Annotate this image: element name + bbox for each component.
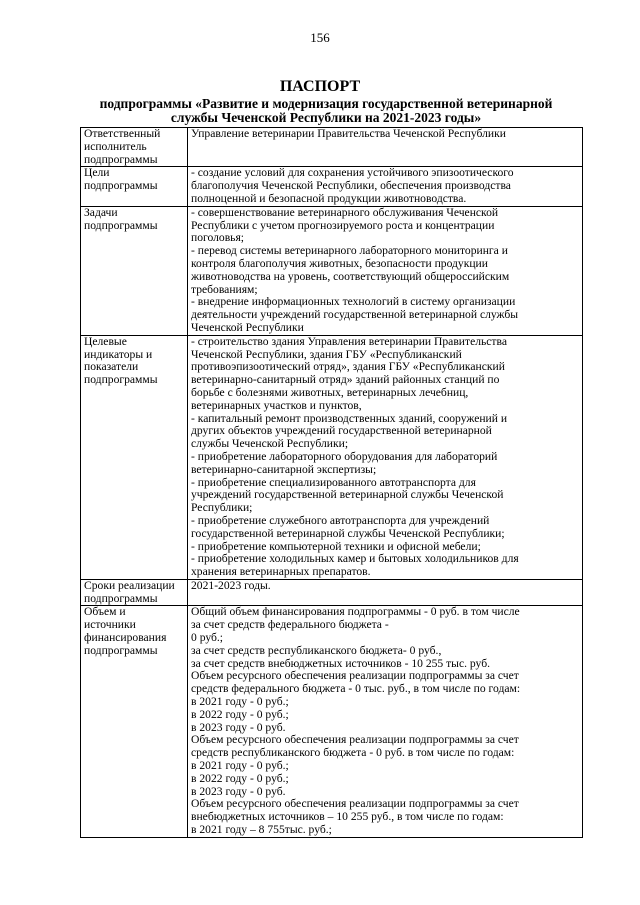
row-content-line: в 2021 году - 0 руб.; (191, 760, 289, 773)
table-row-tasks (81, 206, 583, 335)
row-content-line: - строительство здания Управления ветеринарии Правительства (191, 335, 507, 348)
row-label-line: Сроки реализации (84, 579, 175, 592)
row-label-cell (81, 167, 188, 206)
row-label-cell (81, 606, 188, 837)
row-content-line: Объем ресурсного обеспечения реализации подпрограммы за счет (191, 734, 519, 747)
row-content-line: - приобретение компьютерной техники и офисной мебели; (191, 540, 481, 553)
subtitle-line: подпрограммы «Развитие и модернизация государственной ветеринарной (99, 97, 553, 111)
row-content-line: противоэпизоотический отряд», здания ГБУ «Республиканский (191, 361, 505, 374)
row-label-cell (81, 206, 188, 335)
row-content-line: в 2021 году – 8 755тыс. руб.; (191, 824, 332, 837)
row-label-cell (81, 335, 188, 579)
document-title: ПАСПОРТ (279, 78, 361, 95)
row-content-line: борьбе с болезнями животных, ветеринарных лечебниц, (191, 386, 469, 399)
row-content-line: учреждений государственной ветеринарной службы Чеченской (191, 489, 504, 502)
row-label-line: подпрограммы (84, 153, 158, 166)
row-content-cell (188, 128, 583, 167)
row-label-line: исполнитель (84, 140, 147, 153)
row-content-line: - приобретение специализированного автотранспорта для (191, 476, 476, 489)
row-content-line: Чеченской Республики, здания ГБУ «Республиканский (191, 348, 462, 361)
row-label-line: источники (84, 619, 136, 632)
row-content-line: требованиям; (191, 283, 258, 296)
row-content-line: - приобретение холодильных камер и бытовых холодильников для (191, 553, 519, 566)
row-content-cell (188, 167, 583, 206)
row-label-line: показатели (84, 361, 139, 374)
row-content-line: за счет средств республиканского бюджета- 0 руб., (191, 644, 442, 657)
row-content-line: - совершенствование ветеринарного обслуживания Чеченской (191, 206, 499, 219)
row-content-line: благополучия Чеченской Республики, обеспечения производства (191, 180, 511, 193)
row-label-line: Задачи (84, 206, 118, 219)
row-content-line: 2021-2023 годы. (191, 579, 271, 592)
passport-table (80, 127, 583, 838)
row-label-line: Цели (84, 167, 110, 180)
document-subtitle (66, 97, 586, 125)
row-label-line: подпрограммы (84, 592, 158, 605)
table-row-goals (81, 167, 583, 206)
subtitle-line: службы Чеченской Республики на 2021-2023 годы» (170, 111, 482, 125)
row-content-line: ветеринарно-санитарной экспертизы; (191, 463, 377, 476)
row-content-line: Республики с учетом прогнозируемого роста и концентрации (191, 219, 495, 232)
table-row-target-indicators (81, 335, 583, 579)
table-row-implementation-period (81, 579, 583, 606)
row-content-line: Чеченской Республики (191, 321, 304, 334)
table-row-financing (81, 606, 583, 837)
row-label-line: Объем и (84, 606, 126, 619)
row-label-line: Ответственный (84, 128, 161, 140)
row-content-cell (188, 335, 583, 579)
row-label-cell (81, 579, 188, 606)
row-content-line: - внедрение информационных технологий в систему организации (191, 296, 516, 309)
row-content-line: хранения ветеринарных препаратов. (191, 566, 371, 579)
row-content-line: - создание условий для сохранения устойчивого эпизоотического (191, 167, 514, 180)
row-content-line: службы Чеченской Республики; (191, 438, 349, 451)
row-content-line: контроля благополучия животных, безопасности продукции (191, 257, 488, 270)
row-content-line: за счет средств внебюджетных источников - 10 255 тыс. руб. (191, 657, 490, 670)
row-label-line: подпрограммы (84, 180, 158, 193)
row-content-line: внебюджетных источников – 10 255 руб., в том числе по годам: (191, 811, 504, 824)
row-content-line: полноценной и безопасной продукции животноводства. (191, 192, 467, 205)
row-content-line: средств республиканского бюджета - 0 руб. в том числе по годам: (191, 747, 515, 760)
row-content-cell (188, 579, 583, 606)
row-content-line: - приобретение лабораторного оборудования для лабораторий (191, 450, 498, 463)
row-label-line: подпрограммы (84, 219, 158, 232)
passport-table-body (81, 128, 583, 838)
row-content-line: Управление ветеринарии Правительства Чеченской Республики (191, 128, 506, 140)
row-label-line: индикаторы и (84, 348, 153, 361)
row-content-line: - перевод системы ветеринарного лабораторного мониторинга и (191, 245, 508, 258)
row-content-line: Объем ресурсного обеспечения реализации подпрограммы за счет (191, 798, 519, 811)
row-content-line: в 2022 году - 0 руб.; (191, 772, 289, 785)
page-number: 156 (310, 30, 330, 45)
row-label-line: подпрограммы (84, 374, 158, 387)
row-content-line: в 2021 году - 0 руб.; (191, 696, 289, 709)
row-content-line: ветеринарных участков и пунктов, (191, 399, 362, 412)
row-content-line: других объектов учреждений государственной ветеринарной (191, 425, 492, 438)
row-content-line: ветеринарно-санитарный отряд» зданий районных станций по (191, 374, 500, 387)
row-label-cell (81, 128, 188, 167)
row-content-line: в 2022 году - 0 руб.; (191, 708, 289, 721)
row-content-cell (188, 606, 583, 837)
row-content-line: поголовья; (191, 232, 245, 245)
row-content-line: - капитальный ремонт производственных зданий, сооружений и (191, 412, 508, 425)
row-content-line: средств федерального бюджета - 0 тыс. руб., в том числе по годам: (191, 683, 521, 696)
row-content-line: в 2023 году - 0 руб. (191, 785, 286, 798)
row-content-line: 0 руб.; (191, 632, 224, 645)
row-content-line: Объем ресурсного обеспечения реализации подпрограммы за счет (191, 670, 519, 683)
row-content-line: Республики; (191, 502, 253, 515)
row-content-line: государственной ветеринарной службы Чеченской Республики; (191, 527, 505, 540)
row-content-line: деятельности учреждений государственной ветеринарной службы (191, 309, 519, 322)
row-content-line: животноводства на уровень, соответствующий общероссийским (191, 270, 510, 283)
row-label-line: финансирования (84, 632, 167, 645)
row-content-cell (188, 206, 583, 335)
row-label-line: подпрограммы (84, 644, 158, 657)
row-content-line: Общий объем финансирования подпрограммы - 0 руб. в том числе (191, 606, 520, 619)
table-row-responsible-executor (81, 128, 583, 167)
row-content-line: - приобретение служебного автотранспорта для учреждений (191, 514, 490, 527)
row-content-line: за счет средств федерального бюджета - (191, 619, 389, 632)
row-content-line: в 2023 году - 0 руб. (191, 721, 286, 734)
row-label-line: Целевые (84, 335, 127, 348)
